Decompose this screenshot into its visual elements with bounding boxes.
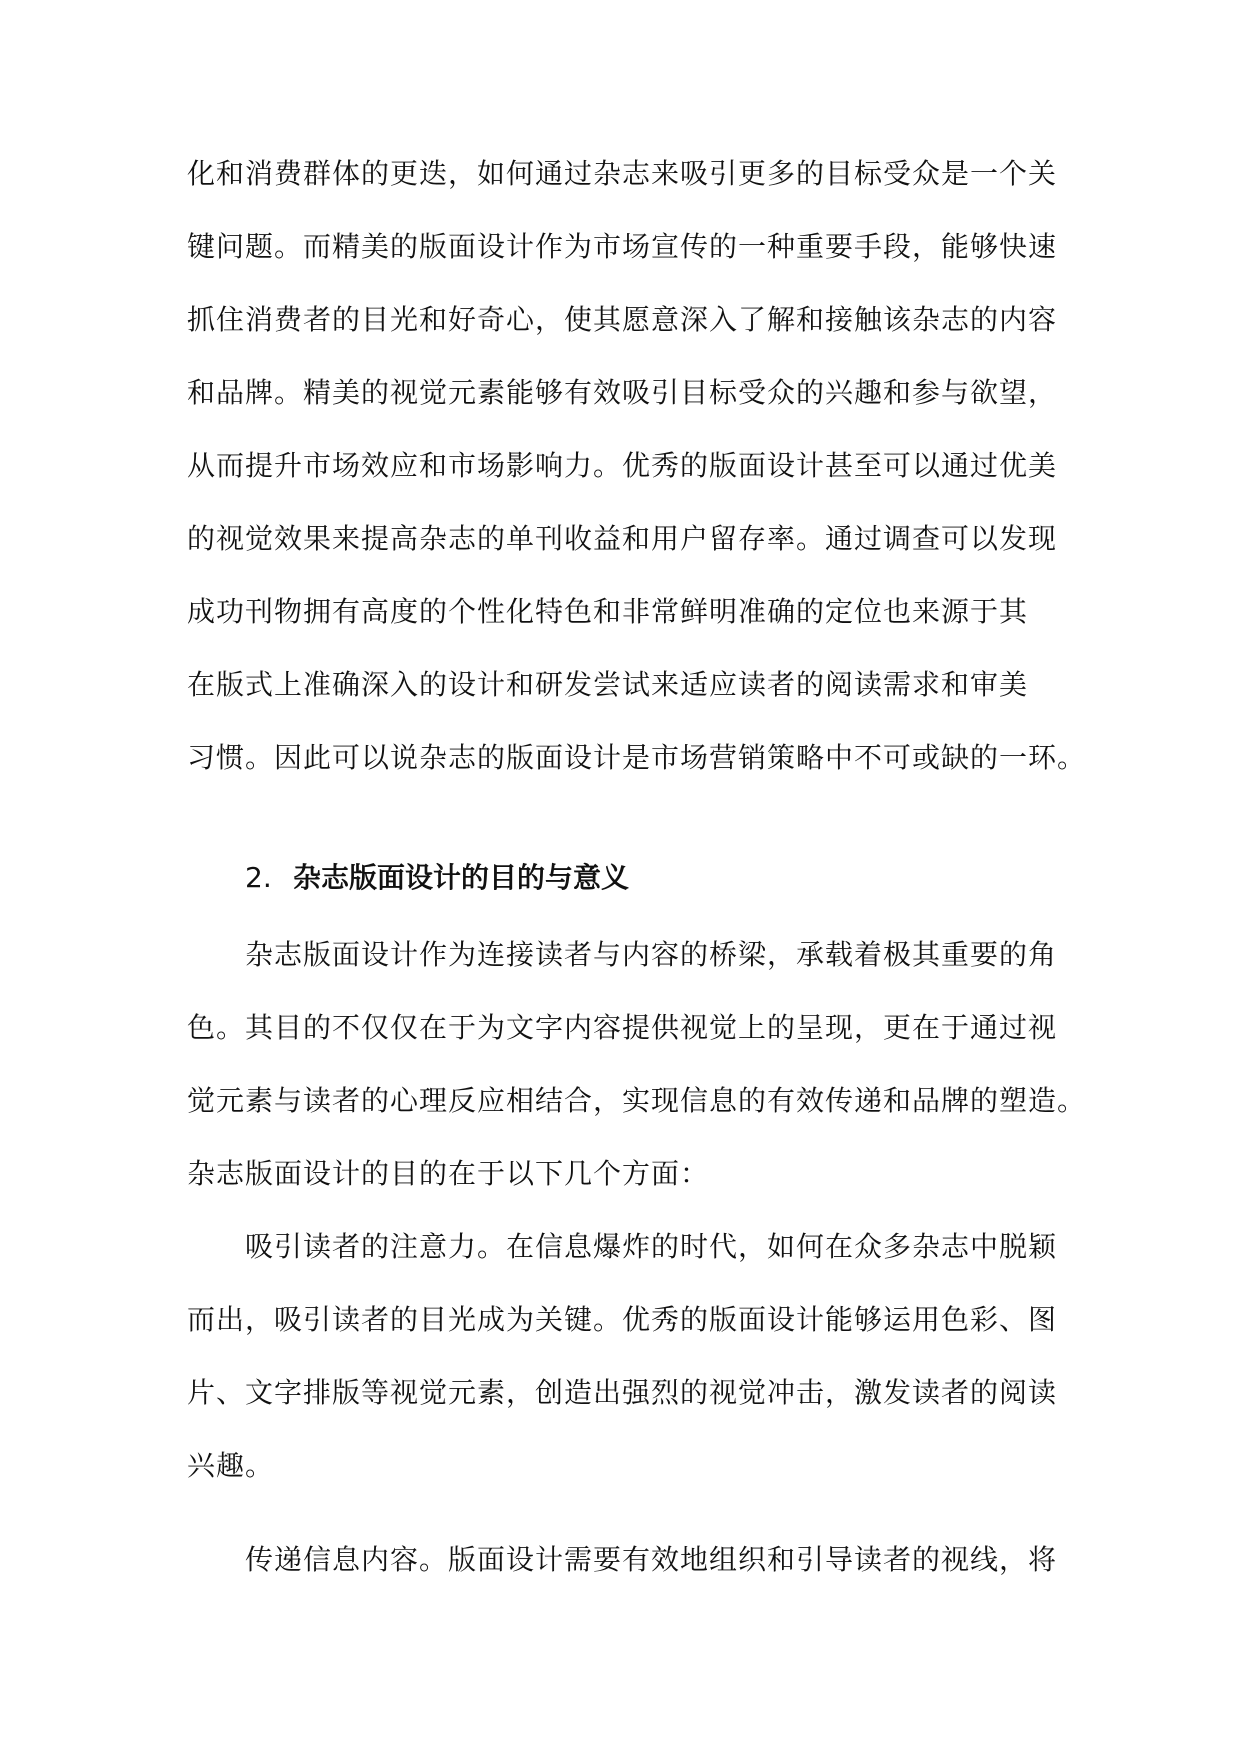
paragraph-3-line-3: 片、文字排版等视觉元素，创造出强烈的视觉冲击，激发读者的阅读 bbox=[187, 1376, 1058, 1409]
paragraph-1-line-9: 习惯。因此可以说杂志的版面设计是市场营销策略中不可或缺的一环。 bbox=[187, 741, 1087, 774]
paragraph-1-line-6: 的视觉效果来提高杂志的单刊收益和用户留存率。通过调查可以发现 bbox=[187, 522, 1058, 555]
paragraph-1-line-2: 键问题。而精美的版面设计作为市场宣传的一种重要手段，能够快速 bbox=[187, 230, 1058, 263]
paragraph-2-line-2: 色。其目的不仅仅在于为文字内容提供视觉上的呈现，更在于通过视 bbox=[187, 1011, 1058, 1044]
paragraph-3-line-1: 吸引读者的注意力。在信息爆炸的时代，如何在众多杂志中脱颖 bbox=[245, 1230, 1058, 1263]
paragraph-3-line-4: 兴趣。 bbox=[187, 1449, 275, 1482]
section-heading bbox=[245, 858, 629, 898]
paragraph-1-line-5: 从而提升市场效应和市场影响力。优秀的版面设计甚至可以通过优美 bbox=[187, 449, 1058, 482]
paragraph-1-line-3: 抓住消费者的目光和好奇心，使其愿意深入了解和接触该杂志的内容 bbox=[187, 303, 1058, 336]
paragraph-2-line-1: 杂志版面设计作为连接读者与内容的桥梁，承载着极其重要的角 bbox=[245, 938, 1058, 971]
paragraph-1-line-8: 在版式上准确深入的设计和研发尝试来适应读者的阅读需求和审美 bbox=[187, 668, 1029, 701]
paragraph-4-line-1: 传递信息内容。版面设计需要有效地组织和引导读者的视线，将 bbox=[245, 1543, 1058, 1576]
paragraph-2-line-4: 杂志版面设计的目的在于以下几个方面： bbox=[187, 1157, 710, 1190]
paragraph-3-line-2: 而出，吸引读者的目光成为关键。优秀的版面设计能够运用色彩、图 bbox=[187, 1303, 1058, 1336]
paragraph-1-line-7: 成功刊物拥有高度的个性化特色和非常鲜明准确的定位也来源于其 bbox=[187, 595, 1029, 628]
paragraph-2-line-3: 觉元素与读者的心理反应相结合，实现信息的有效传递和品牌的塑造。 bbox=[187, 1084, 1087, 1117]
paragraph-1-line-1: 化和消费群体的更迭，如何通过杂志来吸引更多的目标受众是一个关 bbox=[187, 157, 1058, 190]
paragraph-1-line-4: 和品牌。精美的视觉元素能够有效吸引目标受众的兴趣和参与欲望， bbox=[187, 376, 1058, 409]
section-title: 杂志版面设计的目的与意义 bbox=[293, 861, 630, 894]
section-number: 2. bbox=[245, 861, 272, 894]
